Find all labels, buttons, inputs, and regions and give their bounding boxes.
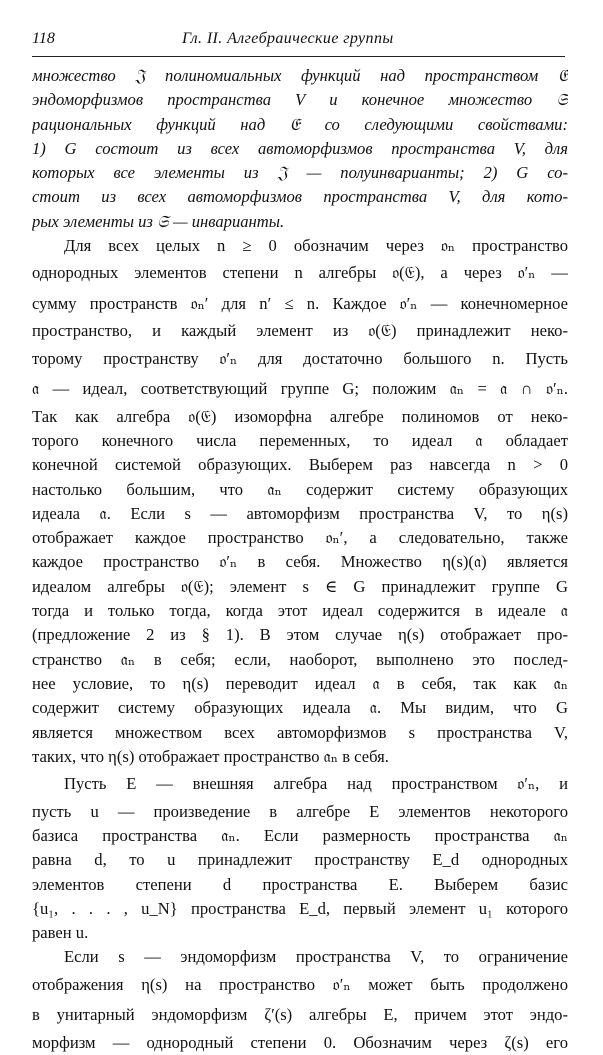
text-line: стоит из всех автоморфизмов пространства V, для кото-: [32, 187, 568, 207]
text-line: нее условие, то η(s) переводит идеал 𝔞 в себя, так как 𝔞ₙ: [32, 673, 568, 693]
text-line: сумму пространств 𝔬ₙ′ для n′ ≤ n. Каждое 𝔬′ₙ — конечномерное: [32, 293, 568, 313]
text-line: 1) G состоит из всех автоморфизмов пространства V, для: [32, 138, 568, 158]
text-line: Так как алгебра 𝔬(𝔈) изоморфна алгебре полиномов от неко-: [32, 406, 568, 426]
text-line: Для всех целых n ≥ 0 обозначим через 𝔬ₙ пространство: [64, 236, 568, 256]
text-line: пусть u — произведение в алгебре E элементов некоторого: [32, 801, 568, 821]
text-line: (предложение 2 из § 1). В этом случае η(s) отображает про-: [32, 625, 568, 645]
text-line: {u₁, . . . , u_N} пространства E_d, первый элемент u₁ которого: [32, 898, 568, 918]
page-header: [32, 28, 565, 57]
text-line: пространство, и каждый элемент из 𝔬(𝔈) принадлежит неко-: [32, 321, 568, 341]
text-line: странство 𝔞ₙ в себя; если, наоборот, выполнено это послед-: [32, 649, 568, 669]
text-line: Пусть E — внешняя алгебра над пространством 𝔬′ₙ, и: [64, 774, 568, 794]
text-line: торому пространству 𝔬′ₙ для достаточно большого n. Пусть: [32, 348, 568, 368]
text-line: конечной системой образующих. Выберем раз навсегда n > 0: [32, 455, 568, 475]
text-line: равна d, то u принадлежит пространству E_d однородных: [32, 850, 568, 870]
text-line: идеала 𝔞. Если s — автоморфизм пространства V, то η(s): [32, 503, 568, 523]
text-line: равен u.: [32, 923, 89, 943]
text-line: настолько большим, что 𝔞ₙ содержит систему образующих: [32, 479, 568, 499]
text-line: Если s — эндоморфизм пространства V, то ограничение: [64, 947, 568, 967]
running-title: Гл. II. Алгебраические группы: [182, 30, 394, 47]
text-line: 𝔞 — идеал, соответствующий группе G; положим 𝔞ₙ = 𝔞 ∩ 𝔬′ₙ.: [32, 379, 568, 399]
text-line: отображения η(s) на пространство 𝔬′ₙ может быть продолжено: [32, 974, 568, 994]
text-line: однородных элементов степени n алгебры 𝔬(𝔈), а через 𝔬′ₙ —: [32, 263, 568, 283]
text-line: отображает каждое пространство 𝔬ₙ′, а следовательно, также: [32, 528, 568, 548]
page-body: [32, 64, 568, 1055]
text-line: содержит систему образующих идеала 𝔞. Мы видим, что G: [32, 698, 568, 718]
text-line: эндоморфизмов пространства V и конечное множество 𝔖: [32, 90, 568, 110]
text-line: рациональных функций над 𝔈 со следующими свойствами:: [32, 114, 568, 134]
text-line: рых элементы из 𝔖 — инварианты.: [32, 211, 285, 231]
text-line: каждое пространство 𝔬′ₙ в себя. Множество η(s)(𝔞) является: [32, 552, 568, 572]
text-line: базиса пространства 𝔞ₙ. Если размерность пространства 𝔞ₙ: [32, 825, 568, 845]
text-line: тогда и только тогда, когда этот идеал содержится в идеале 𝔞: [32, 601, 568, 621]
text-line: таких, что η(s) отображает пространство 𝔞ₙ в себя.: [32, 746, 389, 766]
text-line: является множеством всех автоморфизмов s пространства V,: [32, 722, 568, 742]
text-line: которых все элементы из 𝔍 — полуинварианты; 2) G со-: [32, 163, 568, 183]
text-line: в унитарный эндоморфизм ζ′(s) алгебры E, причем этот эндо-: [32, 1005, 568, 1025]
text-line: торого конечного числа переменных, то идеал 𝔞 обладает: [32, 430, 568, 450]
text-line: множество 𝔍 полиномиальных функций над пространством 𝔈: [32, 66, 568, 85]
page-number: 118: [32, 30, 55, 47]
text-line: элементов степени d пространства E. Выберем базис: [32, 874, 568, 894]
text-line: идеалом алгебры 𝔬(𝔈); элемент s ∈ G принадлежит группе G: [32, 576, 568, 596]
text-line: морфизм — однородный степени 0. Обозначим через ζ(s) его: [32, 1032, 568, 1052]
